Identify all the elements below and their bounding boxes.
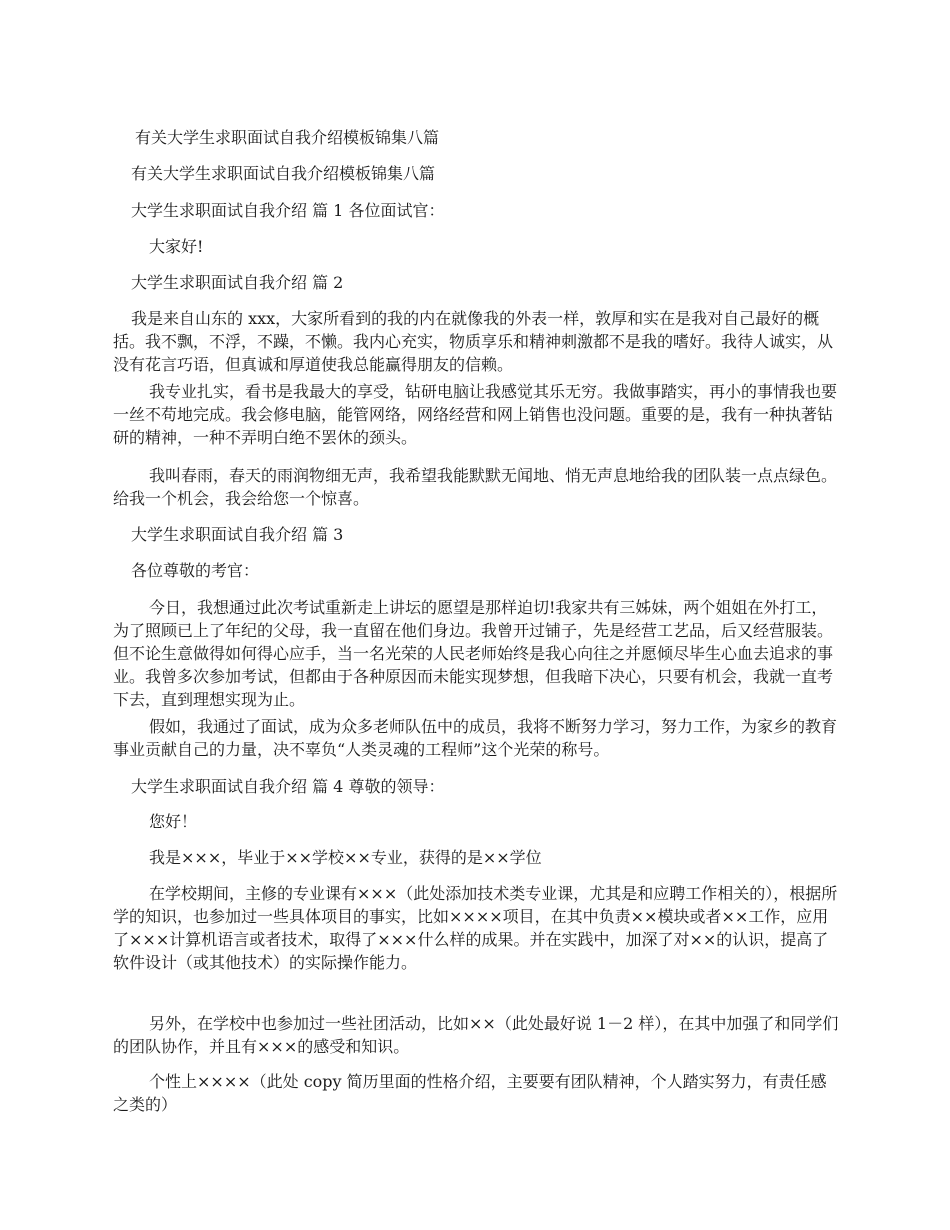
paragraph-section-3-body-1: 今日，我想通过此次考试重新走上讲坛的愿望是那样迫切!我家共有三姊妹，两个姐姐在外打工，为了照顾已上了年纪的父母，我一直留在他们身边。我曾开过铺子，先是经营工艺品，后又经营服装。但不论生意做得如何得心应手，当一名光荣的人民老师始终是我心向往之并愿倾尽毕生心血去追求的事业。我曾多次参加考试，但都由于各种原因而未能实现梦想，但我暗下决心，只要有机会，我就一直考下去，直到理想实现为止。 — [113, 598, 834, 709]
paragraph-section-4-body-1: 在学校期间，主修的专业课有×××（此处添加技术类专业课，尤其是和应聘工作相关的），根据所学的知识，也参加过一些具体项目的事实，比如××××项目，在其中负责××模块或者××工作，应用了×××计算机语言或者技术，取得了×××什么样的成果。并在实践中，加深了对××的认识，提高了软件设计（或其他技术）的实际操作能力。 — [113, 884, 838, 972]
paragraph-section-4-heading: 大学生求职面试自我介绍 篇 4 尊敬的领导： — [131, 777, 445, 796]
paragraph-section-2-body-3: 我叫春雨，春天的雨润物细无声，我希望我能默默无闻地、悄无声息地给我的团队装一点点绿色。给我一个机会，我会给您一个惊喜。 — [113, 466, 838, 508]
paragraph-section-2-body-1: 我是来自山东的 xxx，大家所看到的我的内在就像我的外表一样，敦厚和实在是我对自己最好的概括。我不飘，不浮，不躁，不懒。我内心充实，物质享乐和精神刺激都不是我的嗜好。我待人诚实，从没有花言巧语，但真诚和厚道使我总能赢得朋友的信赖。 — [113, 309, 834, 374]
paragraph-section-3-salutation: 各位尊敬的考官： — [131, 561, 260, 580]
paragraph-section-4-body-2: 另外，在学校中也参加过一些社团活动，比如××（此处最好说 1－2 样），在其中加强了和同学们的团队协作，并且有×××的感受和知识。 — [113, 1014, 839, 1056]
paragraph-section-4-intro: 我是×××，毕业于××学校××专业，获得的是××学位 — [149, 848, 542, 867]
paragraph-greeting-4: 您好！ — [149, 812, 198, 831]
paragraph-repeat-title: 有关大学生求职面试自我介绍模板锦集八篇 — [131, 164, 436, 183]
paragraph-section-1-heading: 大学生求职面试自我介绍 篇 1 各位面试官： — [131, 201, 445, 220]
paragraph-section-4-body-3: 个性上××××（此处 copy 简历里面的性格介绍，主要要有团队精神，个人踏实努力，有责任感之类的） — [113, 1072, 827, 1114]
paragraph-section-3-heading: 大学生求职面试自我介绍 篇 3 — [131, 525, 344, 544]
document-title: 有关大学生求职面试自我介绍模板锦集八篇 — [135, 128, 440, 147]
paragraph-section-2-heading: 大学生求职面试自我介绍 篇 2 — [131, 273, 344, 292]
paragraph-section-2-body-2: 我专业扎实，看书是我最大的享受，钻研电脑让我感觉其乐无穷。我做事踏实，再小的事情我也要一丝不苟地完成。我会修电脑，能管网络，网络经营和网上销售也没问题。重要的是，我有一种执著钻研的精神，一种不弄明白绝不罢休的颈头。 — [113, 382, 838, 447]
paragraph-section-3-body-2: 假如，我通过了面试，成为众多老师队伍中的成员，我将不断努力学习，努力工作，为家乡的教育事业贡献自己的力量，决不辜负“人类灵魂的工程师”这个光荣的称号。 — [113, 717, 838, 759]
paragraph-greeting-1: 大家好! — [149, 237, 204, 256]
